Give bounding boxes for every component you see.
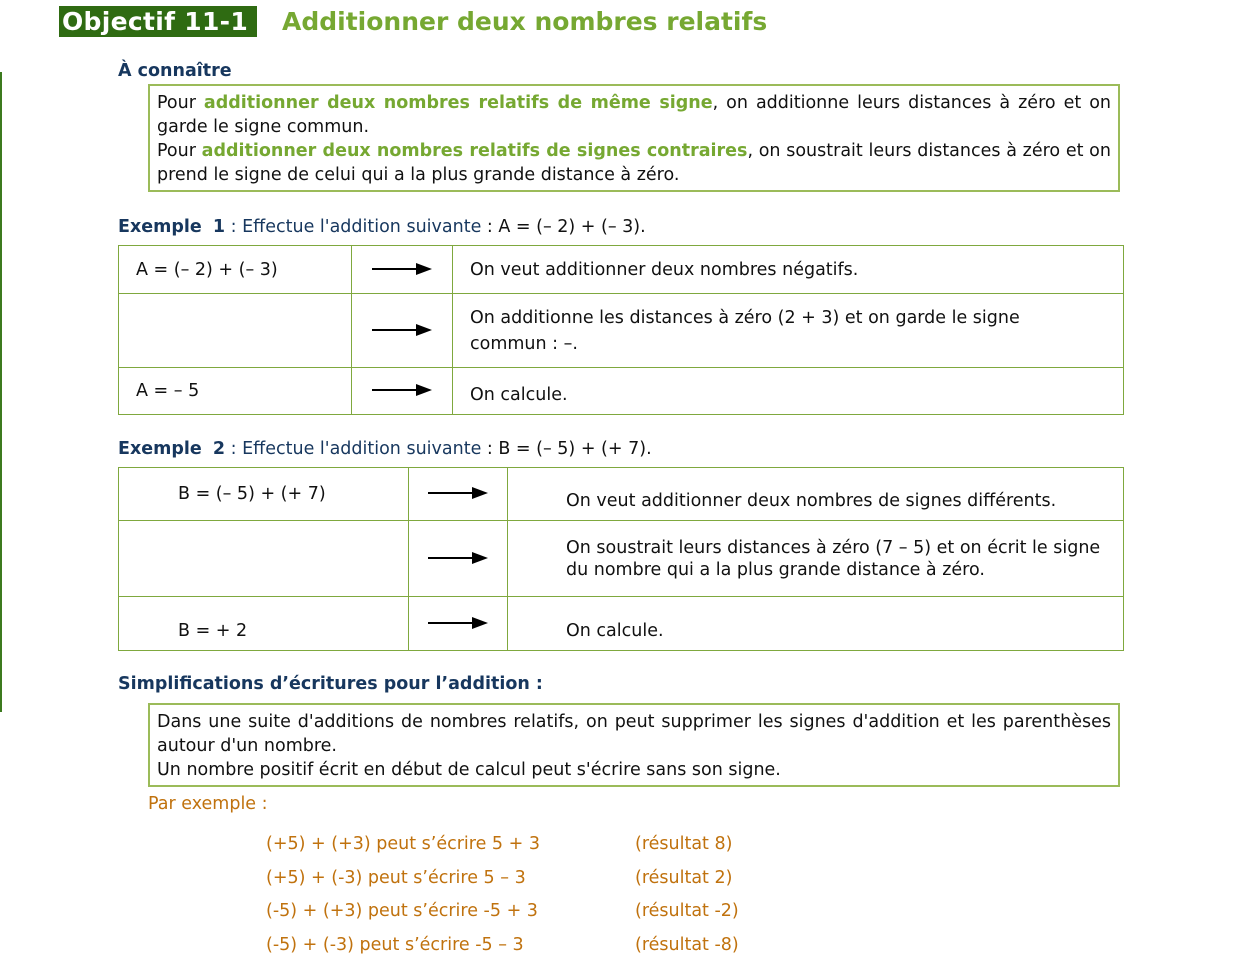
- exemple1-table: [118, 245, 1124, 415]
- arrow-right-icon: [428, 617, 488, 629]
- explain-cell: On additionne les distances à zéro (2 + 3) et on garde le signe commun : –.: [453, 294, 1124, 368]
- example-result: (résultat -2): [635, 901, 739, 921]
- example-expression: (+5) + (+3) peut s’écrire 5 + 3: [266, 834, 540, 854]
- example-result: (résultat -8): [635, 935, 739, 955]
- explain-cell: On veut additionner deux nombres de signes différents.: [508, 468, 1124, 521]
- simplifications-heading: Simplifications d’écritures pour l’addition :: [118, 674, 543, 694]
- connaitre-heading: À connaître: [118, 61, 232, 81]
- connaitre-rule-box: [148, 84, 1120, 192]
- table-row: [119, 468, 1124, 521]
- arrow-cell: [352, 246, 453, 294]
- simplification-rule-2: Un nombre positif écrit en début de calcul peut s'écrire sans son signe.: [157, 760, 781, 780]
- arrow-right-icon: [372, 324, 432, 336]
- left-margin-rule: [0, 72, 2, 712]
- objective-badge: Objectif 11-1: [59, 6, 257, 37]
- example-expression: (-5) + (+3) peut s’écrire -5 + 3: [266, 901, 538, 921]
- calc-cell: [119, 294, 352, 368]
- arrow-cell: [409, 597, 508, 651]
- example-expression: (+5) + (-3) peut s’écrire 5 – 3: [266, 868, 526, 888]
- exemple1-heading: Exemple 1 : Effectue l'addition suivante : A = (– 2) + (– 3).: [118, 217, 646, 237]
- calc-cell: B = + 2: [119, 597, 409, 651]
- explain-cell: On calcule.: [508, 597, 1124, 651]
- explain-cell: On veut additionner deux nombres négatifs.: [453, 246, 1124, 294]
- explain-cell: On calcule.: [453, 368, 1124, 415]
- table-row: [119, 368, 1124, 415]
- example-result: (résultat 2): [635, 868, 733, 888]
- simplifications-rule-box: [148, 703, 1120, 787]
- table-row: [119, 521, 1124, 597]
- arrow-right-icon: [372, 263, 432, 275]
- arrow-cell: [352, 368, 453, 415]
- table-row: [119, 294, 1124, 368]
- rule-same-sign: Pour additionner deux nombres relatifs de même signe, on additionne leurs distances à zéro et on garde le signe commun.: [157, 93, 1111, 137]
- rule-opposite-sign: Pour additionner deux nombres relatifs de signes contraires, on soustrait leurs distances à zéro et on prend le signe de celui qui a la plus grande distance à zéro.: [157, 141, 1111, 185]
- simplification-rule-1: Dans une suite d'additions de nombres relatifs, on peut supprimer les signes d'addition et les parenthèses autour d'un nombre.: [157, 712, 1111, 756]
- arrow-right-icon: [428, 552, 488, 564]
- par-exemple-label: Par exemple :: [148, 794, 268, 814]
- exemple2-table: [118, 467, 1124, 651]
- calc-cell: A = (– 2) + (– 3): [119, 246, 352, 294]
- page-title: Additionner deux nombres relatifs: [282, 7, 768, 36]
- arrow-cell: [409, 468, 508, 521]
- arrow-right-icon: [372, 384, 432, 396]
- table-row: [119, 246, 1124, 294]
- exemple2-heading: Exemple 2 : Effectue l'addition suivante : B = (– 5) + (+ 7).: [118, 439, 652, 459]
- arrow-cell: [409, 521, 508, 597]
- example-result: (résultat 8): [635, 834, 733, 854]
- table-row: [119, 597, 1124, 651]
- explain-cell: On soustrait leurs distances à zéro (7 – 5) et on écrit le signe du nombre qui a la plus grande distance à zéro.: [508, 521, 1124, 597]
- calc-cell: [119, 521, 409, 597]
- example-expression: (-5) + (-3) peut s’écrire -5 – 3: [266, 935, 524, 955]
- arrow-right-icon: [428, 487, 488, 499]
- calc-cell: A = – 5: [119, 368, 352, 415]
- calc-cell: B = (– 5) + (+ 7): [119, 468, 409, 521]
- arrow-cell: [352, 294, 453, 368]
